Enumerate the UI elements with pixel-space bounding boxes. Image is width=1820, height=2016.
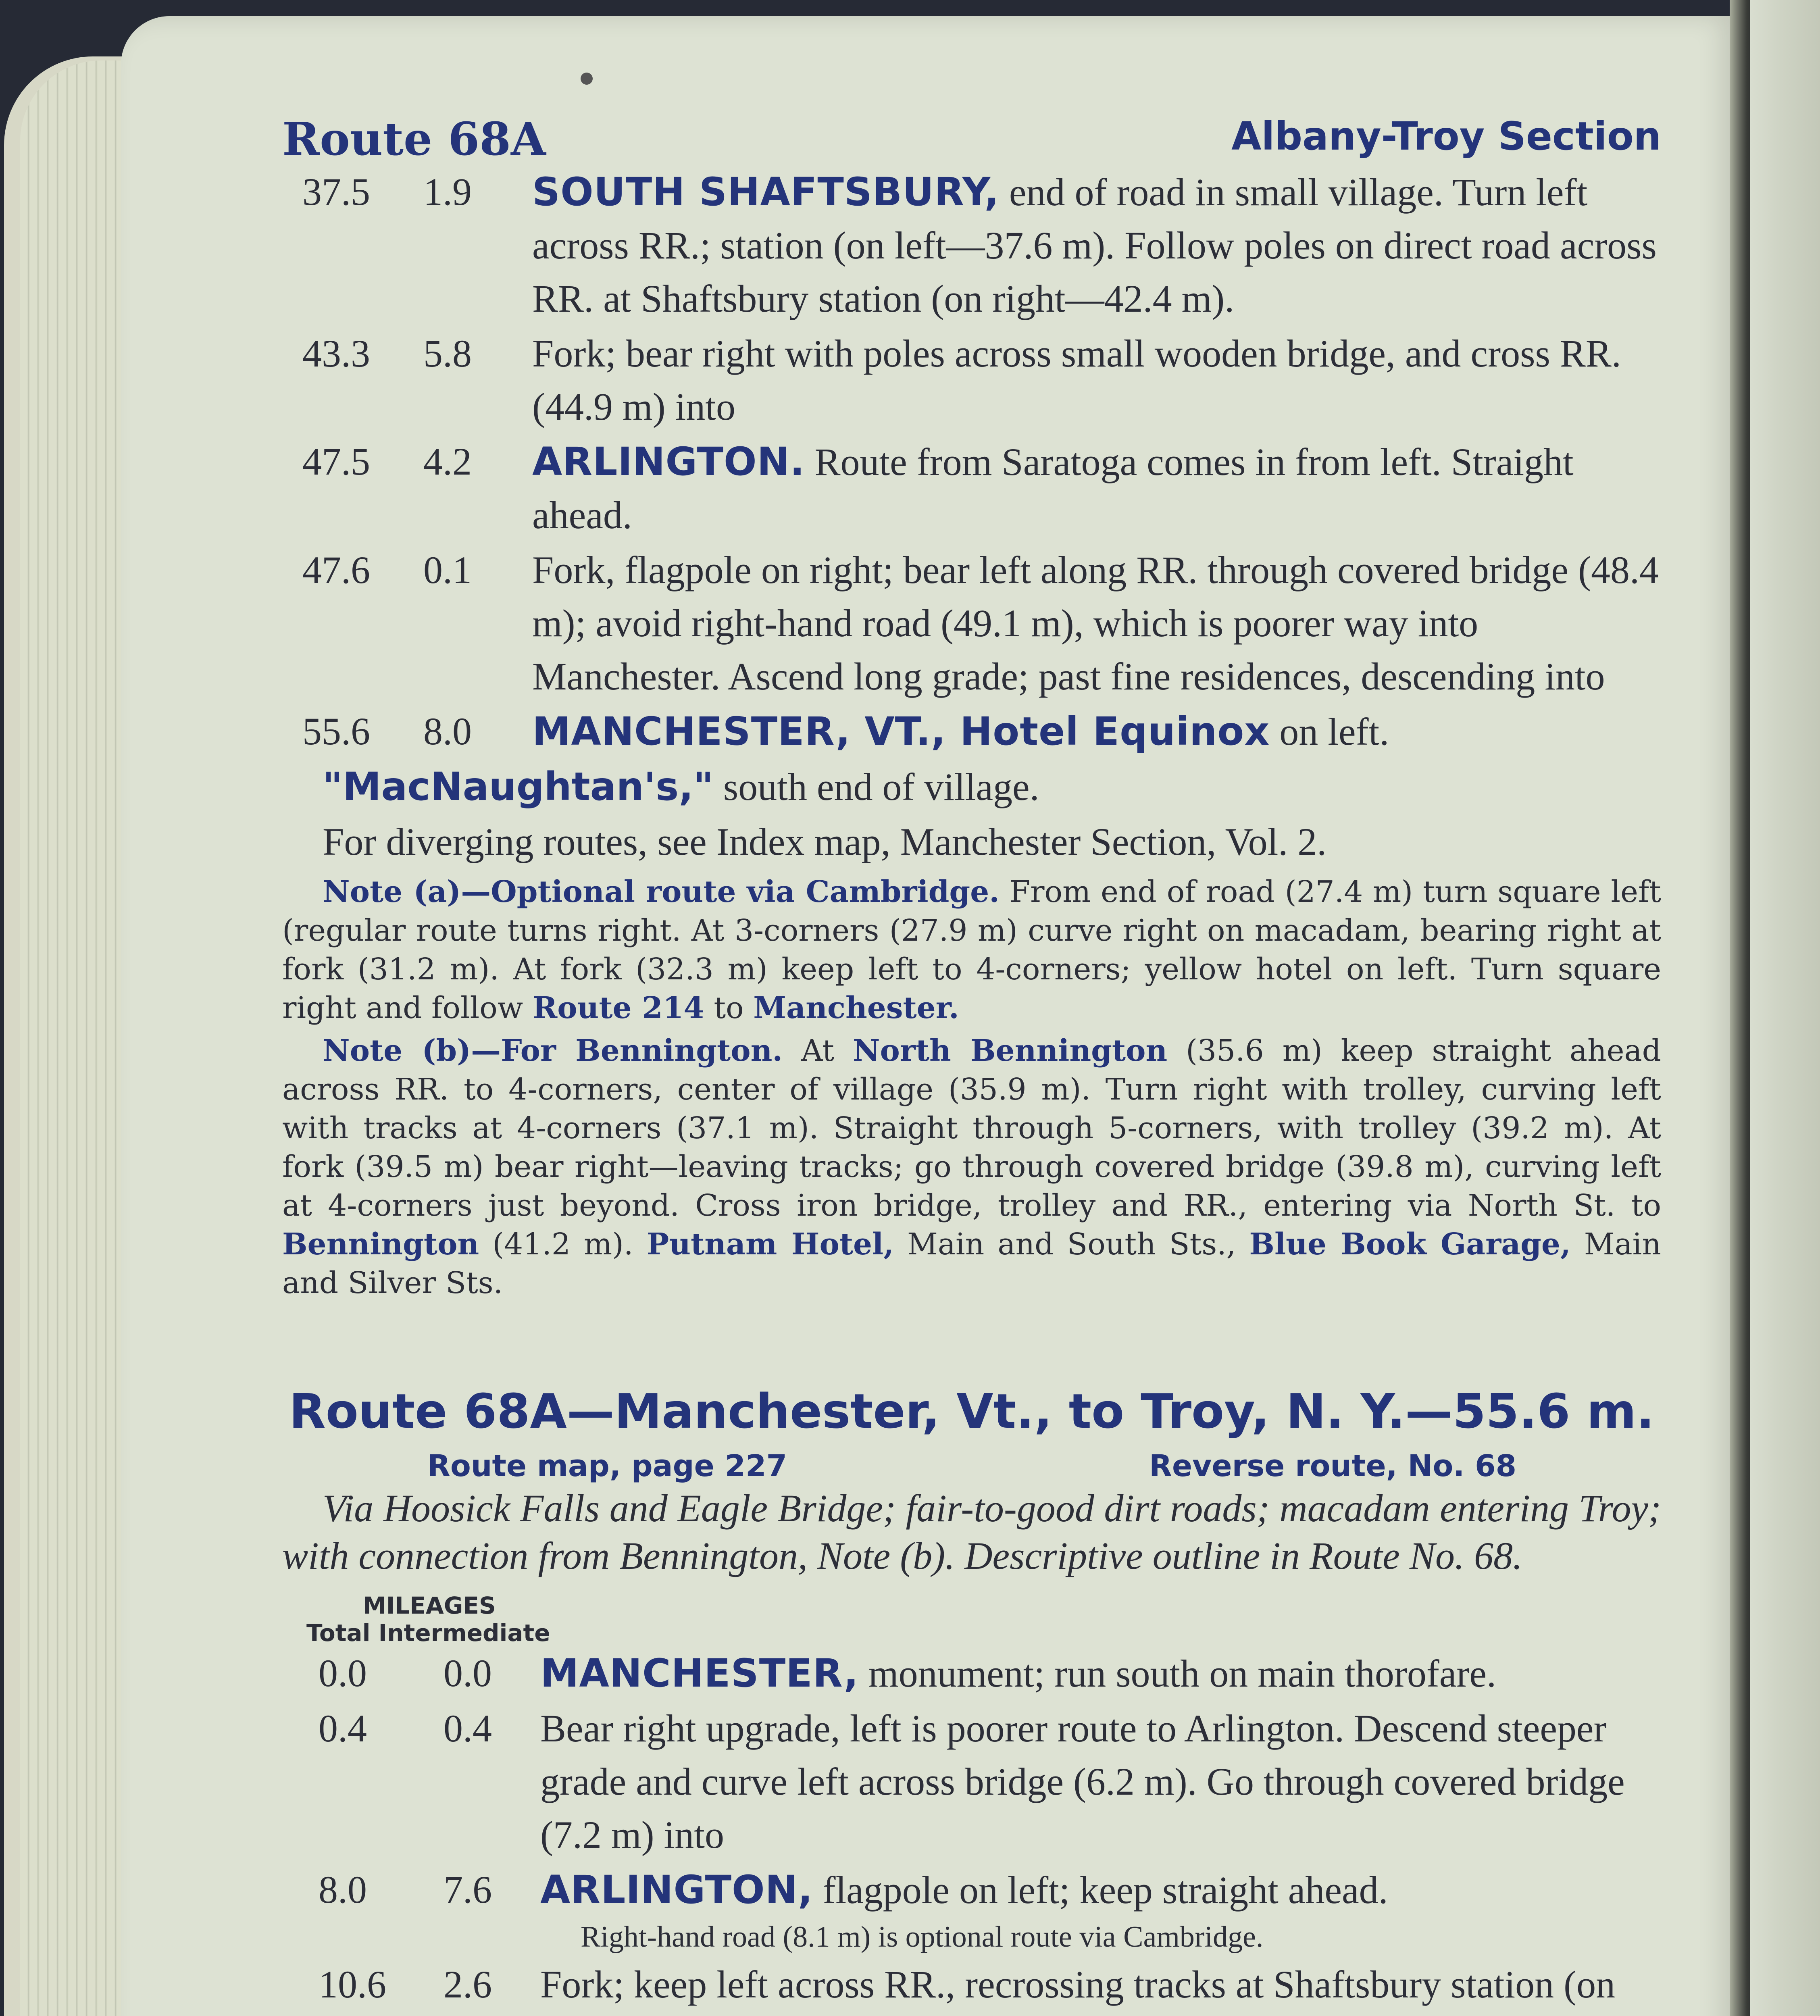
route-entry — [282, 165, 1661, 325]
via-text: Via Hoosick Falls and Eagle Bridge; fair-to-good dirt roads; macadam entering Troy; with connection from Bennington, Note (b). Descriptive outline in Route No. 68. — [282, 1487, 1661, 1577]
entry-text: monument; run south on main thorofare. — [868, 1652, 1496, 1695]
mileages-heading: MILEAGES — [363, 1592, 496, 1619]
entry-text: Fork, flagpole on right; bear left along RR. through covered bridge (48.4 m); avoid right-hand road (49.1 m), which is poorer way into Manchester. Ascend long grade; past fine residences, descending into — [532, 548, 1659, 698]
note-b-garage: Blue Book Garage, — [1249, 1227, 1571, 1262]
entry-text: end of road in small village. Turn left across RR.; station (on left—37.6 m). Follow poles on direct road across RR. at Shaftsbury station (on right—42.4 m). — [532, 171, 1657, 320]
arlington-subnote: Right-hand road (8.1 m) is optional route via Cambridge. — [581, 1920, 1264, 1954]
route-entry — [282, 1958, 1661, 2016]
route-title: Route 68A—Manchester, Vt., to Troy, N. Y.—55.6 m. — [289, 1383, 1655, 1439]
note-b-text2: (41.2 m). — [492, 1227, 633, 1262]
intermediate-mileage: 5.8 — [423, 332, 472, 375]
note-a-dest: Manchester. — [753, 991, 959, 1025]
route-entry — [282, 1863, 1661, 1917]
total-mileage: 43.3 — [302, 332, 370, 375]
intermediate-mileage: 4.2 — [423, 440, 472, 483]
total-mileage: 47.5 — [302, 440, 370, 483]
intermediate-mileage: 7.6 — [444, 1868, 492, 1911]
route-entry — [282, 1647, 1661, 1700]
note-b-text4: Main and Silver Sts. — [282, 1227, 1662, 1300]
diverging-routes: For diverging routes, see Index map, Manchester Section, Vol. 2. — [323, 820, 1327, 863]
total-mileage: 37.5 — [302, 170, 370, 213]
intermediate-mileage: 8.0 — [423, 710, 472, 753]
hotel-line — [282, 760, 1661, 814]
running-head — [282, 105, 1661, 165]
route-entry — [282, 705, 1661, 758]
note-b-place: North Bennington — [852, 1033, 1168, 1068]
mileages-header — [282, 1592, 1661, 1647]
note-a — [282, 873, 1661, 1027]
note-b-label: Note (b)—For Bennington. — [323, 1033, 783, 1068]
route-map-ref: Route map, page 227 — [427, 1449, 787, 1483]
total-mileage: 0.4 — [319, 1707, 367, 1750]
running-head-route: Route 68A — [282, 113, 546, 166]
place-name: MANCHESTER, — [540, 1651, 859, 1696]
note-b-text3: Main and South Sts., — [907, 1227, 1236, 1262]
text-column — [282, 105, 1661, 2016]
place-name: SOUTH SHAFTSBURY, — [532, 169, 1000, 215]
place-name: ARLINGTON. — [532, 439, 805, 484]
entry-text: Route from Saratoga comes in from left. Straight ahead. — [532, 440, 1574, 537]
route-subheading — [282, 1439, 1661, 1483]
intermediate-mileage: 1.9 — [423, 170, 472, 213]
note-a-to: to — [714, 991, 744, 1025]
place-name: MANCHESTER, VT., Hotel Equinox — [532, 709, 1270, 754]
mileages-inter-label: Intermediate — [378, 1619, 550, 1647]
note-a-route: Route 214 — [532, 991, 704, 1025]
total-mileage: 8.0 — [319, 1868, 367, 1911]
total-mileage: 10.6 — [319, 1963, 386, 2006]
intermediate-mileage: 0.1 — [423, 548, 472, 591]
mileages-total-label: Total — [306, 1619, 371, 1647]
mileages-columns — [282, 1619, 1661, 1647]
place-name: ARLINGTON, — [540, 1867, 813, 1912]
note-b — [282, 1031, 1661, 1302]
entry-text: Bear right upgrade, left is poorer route to Arlington. Descend steeper grade and curve left across bridge (6.2 m). Go through covered bridge (7.2 m) into — [540, 1707, 1625, 1856]
note-a-label: Note (a)—Optional route via Cambridge. — [323, 875, 1000, 909]
note-b-dest: Bennington — [282, 1227, 479, 1262]
total-mileage: 0.0 — [319, 1652, 367, 1695]
facing-page — [1750, 0, 1820, 2016]
route-entry — [282, 1702, 1661, 1862]
note-b-text: (35.6 m) keep straight ahead across RR. to 4-corners, center of village (35.9 m). Turn right with trolley, curving left with tracks at 4-corners (37.1 m). Straight through 5-corners, with trolley (39.2 m). At fork (39.5 m) bear right—leaving tracks; go through covered bridge (39.8 m), curving left at 4-corners just beyond. Cross iron bridge, trolley and RR., entering via North St. to — [282, 1033, 1661, 1223]
hotel-text: south end of village. — [723, 765, 1039, 808]
entry-text: flagpole on left; keep straight ahead. — [823, 1868, 1388, 1912]
entry-text: Fork; bear right with poles across small wooden bridge, and cross RR. (44.9 m) into — [532, 332, 1621, 428]
running-head-section: Albany-Troy Section — [1231, 114, 1661, 159]
route-entry — [282, 544, 1661, 703]
route-description — [282, 1485, 1661, 1580]
entry-text: Fork; keep left across RR., recrossing tracks at Shaftsbury station (on — [540, 1963, 1616, 2006]
ink-dot — [581, 73, 593, 85]
note-b-at: At — [801, 1033, 834, 1068]
intermediate-mileage: 0.4 — [444, 1707, 492, 1750]
entry-text: on left. — [1279, 710, 1389, 753]
note-a-text: From end of road (27.4 m) turn square left (regular route turns right. At 3-corners (27.9 m) curve right on macadam, bearing right at fork (31.2 m). At fork (32.3 m) keep left to 4-corners; yellow hotel on left. Turn square right and follow — [282, 875, 1661, 1025]
intermediate-mileage: 0.0 — [444, 1652, 492, 1695]
reverse-route-ref: Reverse route, No. 68 — [1149, 1449, 1517, 1483]
hotel-name: "MacNaughtan's," — [323, 764, 714, 809]
route-entry — [282, 435, 1661, 542]
route-entry — [282, 327, 1661, 433]
total-mileage: 55.6 — [302, 710, 370, 753]
total-mileage: 47.6 — [302, 548, 370, 591]
note-b-hotel: Putnam Hotel, — [646, 1227, 894, 1262]
intermediate-mileage: 2.6 — [444, 1963, 492, 2006]
